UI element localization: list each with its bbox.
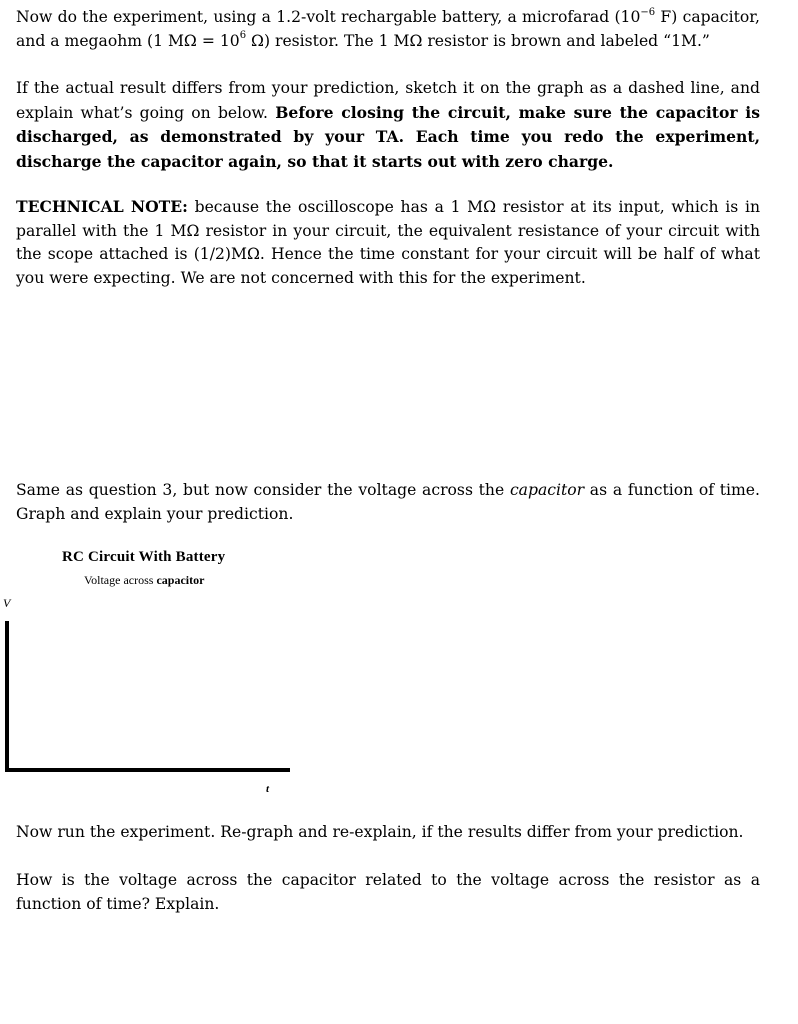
technical-note [16,195,760,290]
technical-note-text: because the oscilloscope has a 1 MΩ resistor at its input, which is in parallel with the 1 MΩ resistor in your circuit, the equivalent resistance of your circuit with the scope attached is (1/2)MΩ. Hence the time constant for your circuit will be half of what you were expecting. We are not concerned with this for the experiment. [16,198,760,287]
p1-exponent-1: −6 [640,6,656,18]
p1-text-1: Now do the experiment, using a 1.2-volt rechargable battery, a microfarad (10 [16,8,641,26]
p2-text: If the actual result differs from your prediction, sketch it on the graph as a dashed line, and explain what’s going on below. [16,79,760,122]
graph-subtitle [84,573,204,588]
p4-text-1: Same as question 3, but now consider the voltage across the [16,481,510,499]
x-axis-line [5,768,290,772]
experiment-instructions [16,6,760,53]
prediction-instructions [16,77,760,174]
graph-subtitle-bold: capacitor [156,573,205,587]
y-axis-label: V [3,596,11,610]
question-capacitor-voltage [16,479,760,526]
graph-title: RC Circuit With Battery [62,549,226,565]
p4-italic: capacitor [509,481,585,499]
run-experiment-instructions: Now run the experiment. Re-graph and re-explain, if the results differ from your prediction. [16,823,744,841]
p2-bold-warning: Before closing the circuit, make sure the capacitor is discharged, as demonstrated by your TA. Each time you redo the experiment, discharge the capacitor again, so that it starts out with zero charge. [16,102,760,171]
x-axis-label: t [266,783,270,795]
p1-text-3: Ω) resistor. The 1 MΩ resistor is brown and labeled “1M.” [246,31,710,50]
p4-text-2: as a function of time. Graph and explain your prediction. [16,481,760,523]
technical-note-label: TECHNICAL NOTE: [16,197,188,216]
question-voltage-relation: How is the voltage across the capacitor related to the voltage across the resistor as a function of time? Explain. [16,871,760,913]
y-axis-line [5,621,9,772]
p1-exponent-2: 6 [239,30,247,42]
graph-subtitle-text: Voltage across [84,573,157,587]
p1-text-2: F) capacitor, and a megaohm (1 MΩ = 10 [16,8,760,50]
